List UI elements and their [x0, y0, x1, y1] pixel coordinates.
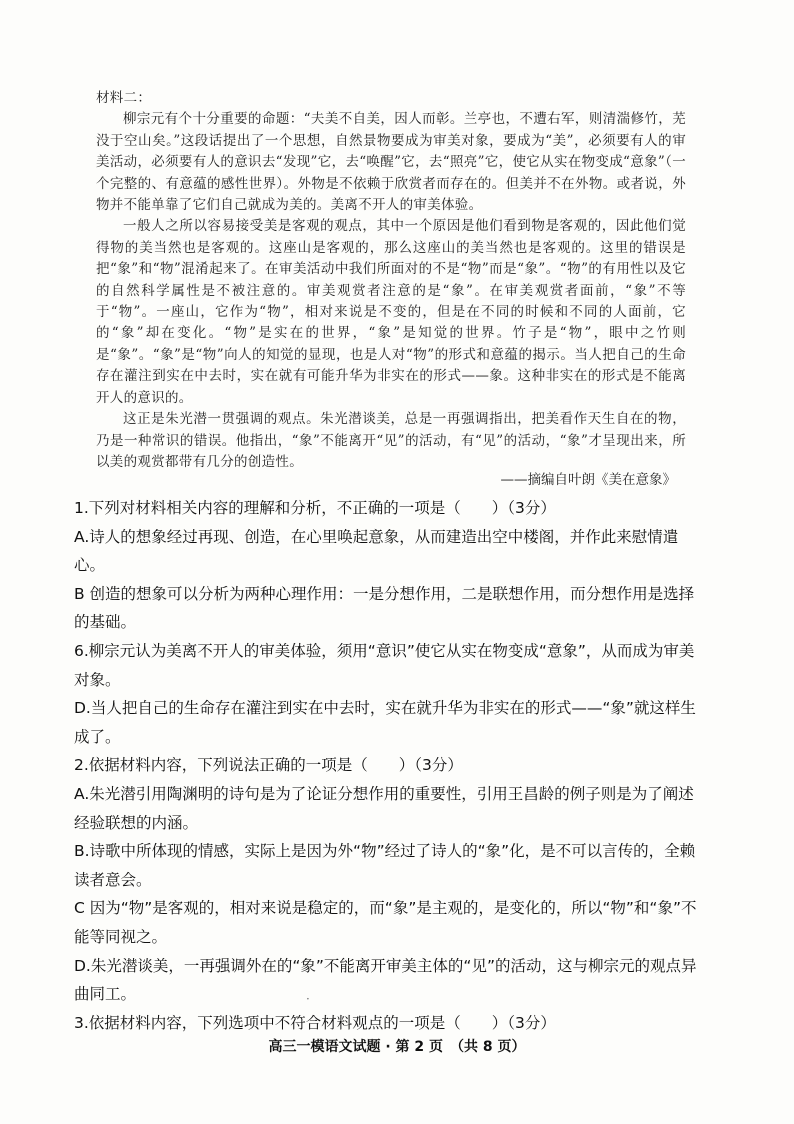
question-stem: 1.下列对材料相关内容的理解和分析，不正确的一项是（ ）（3分）: [74, 499, 556, 517]
option-b: B 创造的想象可以分析为两种心理作用：一是分想作用，二是联想作用，而分想作用是选择的基础。: [74, 584, 695, 632]
page-footer: 高三一模语文试题 · 第 2 页 （共 8 页）: [268, 1039, 526, 1055]
question-stem: 2.依据材料内容，下列说法正确的一项是（ ）（3分）: [74, 756, 463, 775]
option-a: A.诗人的想象经过再现、创造，在心里唤起意象，从而建造出空中楼阁，并作此来慰情遣心。: [74, 527, 679, 575]
material-paragraph: 一般人之所以容易接受美是客观的观点，其中一个原因是他们看到物是客观的，因此他们觉得物的美当然也是客观的。这座山是客观的，那么这座山的美当然也是客观的。这里的错误是把“象”和“物”混淆起来了。在审美活动中我们所面对的不是“物”而是“象”。“物”的有用性以及它的自然科学属性是不被注意的。审美观赏者注意的是“象”。在审美观赏者面前，“象”不等于“物”。一座山，它作为“物”，相对来说是不变的，但是在不同的时候和不同的人面前，它的“象”却在变化。“物”是实在的世界，“象”是知觉的世界。竹子是“物”，眼中之竹则是“象”。“象”是“物”向人的知觉的显现，也是人对“物”的形式和意蕴的揭示。当人把自己的生命存在灌注到实在中去时，实在就有可能升华为非实在的形式——象。这种非实在的形式是不能离开人的意识的。: [96, 218, 686, 406]
option-c: C 因为“物”是客观的，相对来说是稳定的，而“象”是主观的，是变化的，所以“物”和“象”不能等同视之。: [74, 899, 697, 946]
question-1: [74, 494, 704, 751]
question-list: [74, 494, 704, 1037]
question-2: [74, 751, 704, 1008]
question-3: [74, 1009, 704, 1038]
option-d: D.朱光潜谈美，一再强调外在的“象”不能离开审美主体的“见”的活动，这与柳宗元的观点异曲同工。: [74, 956, 697, 1004]
option-d: D.当人把自己的生命存在灌注到实在中去时，实在就升华为非实在的形式——“象”就这样生成了。: [74, 699, 696, 746]
material-paragraph: 这正是朱光潜一贯强调的观点。朱光潜谈美，总是一再强调指出，把美看作天生自在的物，乃是一种常识的错误。他指出，“象”不能离开“见”的活动，有“见”的活动，“象”才呈现出来，所以美的观赏都带有几分的创造性。: [96, 411, 686, 470]
reading-material: [96, 88, 686, 473]
scan-speck: ·: [306, 992, 310, 1006]
material-paragraph: 柳宗元有个十分重要的命题：“夫美不自美，因人而彰。兰亭也，不遭右军，则清湍修竹，芜没于空山矣。”这段话提出了一个思想，自然景物要成为审美对象，要成为“美”，必须要有人的审美活动，必须要有人的意识去“发现”它，去“唤醒”它，去“照亮”它，使它从实在物变成“意象”（一个完整的、有意蕴的感性世界）。外物是不依赖于欣赏者而存在的。但美并不在外物。或者说，外物并不能单靠了它们自己就成为美的。美离不开人的审美体验。: [96, 111, 686, 214]
option-b: B.诗歌中所体现的情感，实际上是因为外“物”经过了诗人的“象”化，是不可以言传的，全赖读者意会。: [74, 842, 696, 889]
option-a: A.朱光潜引用陶渊明的诗句是为了论证分想作用的重要性，引用王昌龄的例子则是为了阐述经验联想的内涵。: [74, 784, 694, 832]
material-heading: 材料二：: [96, 90, 152, 106]
option-c: 6.柳宗元认为美离不开人的审美体验，须用“意识”使它从实在物变成“意象”，从而成为审美对象。: [74, 641, 695, 689]
material-source: ——摘编自叶朗《美在意象》: [500, 472, 676, 488]
question-stem: 3.依据材料内容，下列选项中不符合材料观点的一项是（ ）（3分）: [74, 1013, 556, 1032]
